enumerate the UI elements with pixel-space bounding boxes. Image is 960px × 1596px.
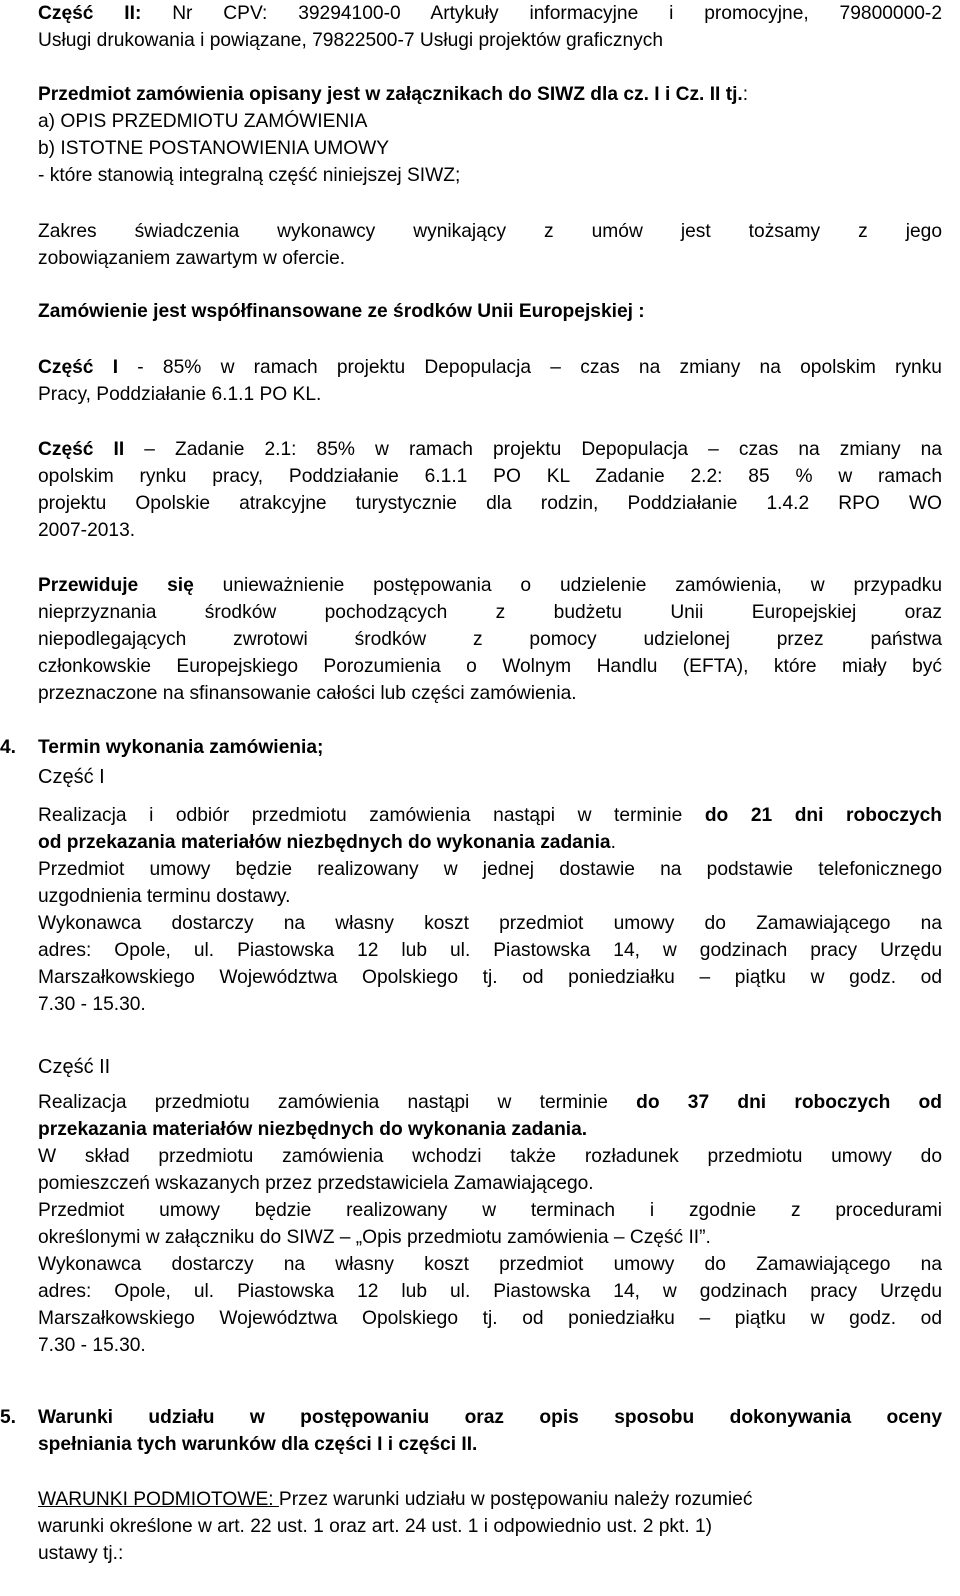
ue-cz1-label: Część I xyxy=(38,357,119,378)
ue-cz2-line3: projektu Opolskie atrakcyjne turystycznie dla rodzin, Poddziałanie 1.4.2 RPO WO xyxy=(38,493,942,514)
przedmiot-item-c: - które stanowią integralną część niniejszej SIWZ; xyxy=(38,165,461,186)
przewiduje-line2: nieprzyznania środków pochodzących z budżetu Unii Europejskiej oraz xyxy=(38,602,942,623)
termin-cz1-line5: Wykonawca dostarczy na własny koszt przedmiot umowy do Zamawiającego na xyxy=(38,913,942,934)
warunki-pod-line1: WARUNKI PODMIOTOWE: Przez warunki udziału w postępowaniu należy rozumieć xyxy=(38,1489,753,1510)
termin-cz2-line3: W skład przedmiotu zamówienia wchodzi także rozładunek przedmiotu umowy do xyxy=(38,1146,942,1167)
termin-cz2-line2: przekazania materiałów niezbędnych do wykonania zadania. xyxy=(38,1119,588,1140)
termin-heading xyxy=(0,734,942,761)
termin-cz2-line9: Marszałkowskiego Województwa Opolskiego tj. od poniedziałku – piątku w godz. od xyxy=(38,1308,942,1329)
czesc2-header-line2: Usługi drukowania i powiązane, 79822500-7 Usługi projektów graficznych xyxy=(38,30,664,51)
termin-cz2-line6: określonymi w załączniku do SIWZ – „Opis przedmiotu zamówienia – Część II”. xyxy=(38,1227,711,1248)
przedmiot-item-b: b) ISTOTNE POSTANOWIENIA UMOWY xyxy=(38,138,390,159)
ue-cz2-line1: Część II – Zadanie 2.1: 85% w ramach projektu Depopulacja – czas na zmiany na xyxy=(38,439,943,460)
termin-cz2-line1: Realizacja przedmiotu zamówienia nastąpi w terminie do 37 dni roboczych od xyxy=(38,1092,942,1113)
ue-cz2-label: Część II xyxy=(38,439,125,460)
termin-cz1-line4: uzgodnienia terminu dostawy. xyxy=(38,886,291,907)
przedmiot-intro: Przedmiot zamówienia opisany jest w załącznikach do SIWZ dla cz. I i Cz. II tj.: xyxy=(38,84,749,105)
ue-heading: Zamówienie jest współfinansowane ze środków Unii Europejskiej : xyxy=(38,301,645,322)
termin-cz2-line4: pomieszczeń wskazanych przez przedstawiciela Zamawiającego. xyxy=(38,1173,594,1194)
przewiduje-label: Przewiduje się xyxy=(38,575,194,596)
ue-cz2-line4: 2007-2013. xyxy=(38,520,136,541)
warunki-pod-line2: warunki określone w art. 22 ust. 1 oraz art. 24 ust. 1 i odpowiednio ust. 2 pkt. 1) xyxy=(38,1516,713,1537)
warunki-number: 5. xyxy=(0,1407,17,1428)
termin-cz1-line8: 7.30 - 15.30. xyxy=(38,994,146,1015)
termin-cz1-line2: od przekazania materiałów niezbędnych do wykonania zadania. xyxy=(38,832,616,853)
czesc2-header-label: Część II: xyxy=(38,3,142,24)
termin-cz1-line3: Przedmiot umowy będzie realizowany w jednej dostawie na podstawie telefonicznego xyxy=(38,859,942,880)
termin-cz2-line5: Przedmiot umowy będzie realizowany w terminach i zgodnie z procedurami xyxy=(38,1200,942,1221)
warunki-heading xyxy=(0,1404,942,1431)
termin-cz2-line8: adres: Opole, ul. Piastowska 12 lub ul. Piastowska 14, w godzinach pracy Urzędu xyxy=(38,1281,942,1302)
termin-cz2-title: Część II xyxy=(38,1056,111,1078)
warunki-pod-line3: ustawy tj.: xyxy=(38,1543,124,1564)
termin-cz1-title: Część I xyxy=(38,766,105,788)
warunki-pod-label: WARUNKI PODMIOTOWE: xyxy=(38,1489,279,1510)
termin-cz2-line7: Wykonawca dostarczy na własny koszt przedmiot umowy do Zamawiającego na xyxy=(38,1254,942,1275)
czesc2-header-text: Nr CPV: 39294100-0 Artykuły informacyjne i promocyjne, 79800000-2 xyxy=(141,3,942,24)
termin-cz1-line1: Realizacja i odbiór przedmiotu zamówienia nastąpi w terminie do 21 dni roboczych xyxy=(38,805,943,826)
przedmiot-item-a: a) OPIS PRZEDMIOTU ZAMÓWIENIA xyxy=(38,111,368,132)
ue-cz1-line1: Część I - 85% w ramach projektu Depopulacja – czas na zmiany na opolskim rynku xyxy=(38,357,942,378)
czesc2-header-line1 xyxy=(38,0,942,27)
warunki-title-line2: spełniania tych warunków dla części I i części II. xyxy=(38,1434,478,1455)
przewiduje-line4: członkowskie Europejskiego Porozumienia o Wolnym Handlu (EFTA), które miały być xyxy=(38,656,942,677)
zakres-line2: zobowiązaniem zawartym w ofercie. xyxy=(38,248,346,269)
zakres-line1: Zakres świadczenia wykonawcy wynikający z umów jest tożsamy z jego xyxy=(38,221,942,242)
ue-cz2-line2: opolskim rynku pracy, Poddziałanie 6.1.1 PO KL Zadanie 2.2: 85 % w ramach xyxy=(38,466,942,487)
termin-cz1-line6: adres: Opole, ul. Piastowska 12 lub ul. Piastowska 14, w godzinach pracy Urzędu xyxy=(38,940,942,961)
termin-title: Termin wykonania zamówienia; xyxy=(38,737,324,758)
ue-cz1-line2: Pracy, Poddziałanie 6.1.1 PO KL. xyxy=(38,384,322,405)
przewiduje-line3: niepodlegających zwrotowi środków z pomocy udzielonej przez państwa xyxy=(38,629,942,650)
termin-cz2-line10: 7.30 - 15.30. xyxy=(38,1335,146,1356)
termin-cz1-line7: Marszałkowskiego Województwa Opolskiego tj. od poniedziałku – piątku w godz. od xyxy=(38,967,942,988)
termin-number: 4. xyxy=(0,737,17,758)
przewiduje-line1: Przewiduje się unieważnienie postępowania o udzielenie zamówienia, w przypadku xyxy=(38,575,943,596)
przewiduje-line5: przeznaczone na sfinansowanie całości lub części zamówienia. xyxy=(38,683,577,704)
warunki-title-line1: Warunki udziału w postępowaniu oraz opis sposobu dokonywania oceny xyxy=(38,1407,942,1428)
